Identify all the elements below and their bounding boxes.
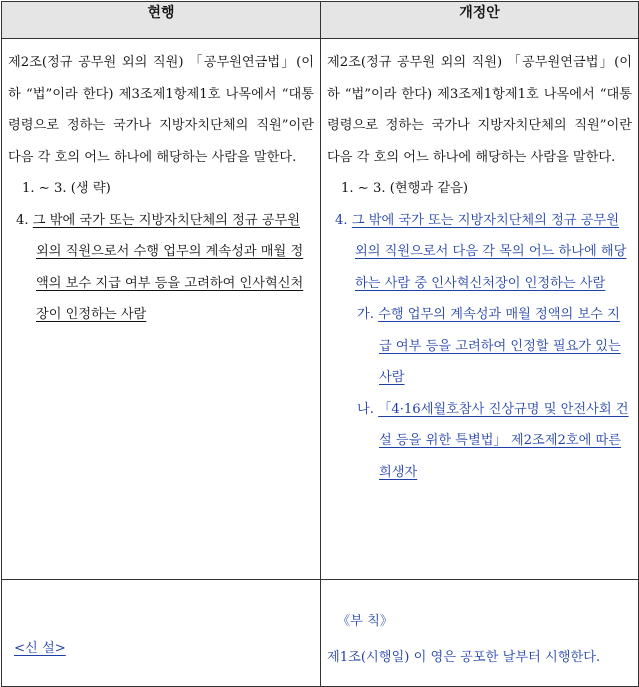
revised-article-text: 제2조(정규 공무원 외의 직원) 「공무원연금법」(이하 “법”이라 한다) 제3조제1항제1호 나목에서 “대통령령으로 정하는 국가나 지방자치단체의 직원”이란 다음 각 호의 어느 하나에 해당하는 사람을 말한다.: [327, 55, 632, 165]
revised-item-4-number: 4.: [335, 212, 348, 228]
revised-item-1-3: 1. ∼ 3. (현행과 같음): [341, 181, 468, 196]
current-item-1-3: 1. ∼ 3. (생 략): [22, 181, 111, 196]
revised-subitem-na-text: 「4·16세월호참사 진상규명 및 안전사회 건설 등을 위한 특별법」 제2조제2호에 따른 희생자: [378, 401, 629, 480]
current-footer-new-label: <신 설>: [14, 641, 66, 656]
current-article-text: 제2조(정규 공무원 외의 직원) 「공무원연금법」(이하 “법”이라 한다) 제3조제1항제1호 나목에서 “대통령령으로 정하는 국가나 지방자치단체의 직원”이란 다음 각 호의 어느 하나에 해당하는 사람을 말한다.: [8, 55, 314, 165]
header-revised: 개정안: [321, 2, 639, 39]
revised-subitem-ga: [327, 299, 632, 394]
revised-subitem-na-number: 나.: [357, 401, 374, 417]
revised-item-4: [327, 205, 632, 300]
header-current: 현행: [2, 2, 321, 39]
revised-subitem-ga-text: 수행 업무의 계속성과 매월 정액의 보수 지급 여부 등을 고려하여 인정할 필요가 있는 사람: [378, 307, 621, 385]
current-footer-cell: [2, 580, 321, 687]
current-item-4: [8, 205, 314, 331]
supplementary-provisions-title: 《부 칙》: [337, 614, 394, 629]
current-body-cell: [2, 39, 321, 580]
revised-item-4-text: 그 밖에 국가 또는 지방자치단체의 정규 공무원 외의 직원으로서 다음 각 목의 어느 하나에 해당하는 사람 중 인사혁신처장이 인정하는 사람: [351, 212, 627, 291]
revised-subitem-ga-number: 가.: [357, 307, 374, 322]
effective-date-article: 제1조(시행일) 이 영은 공포한 날부터 시행한다.: [327, 650, 601, 665]
revised-footer-cell: [321, 580, 639, 687]
current-item-4-number: 4.: [16, 212, 29, 228]
revised-body-cell: [321, 39, 639, 580]
current-item-4-text: 그 밖에 국가 또는 지방자치단체의 정규 공무원 외의 직원으로서 수행 업무의 계속성과 매월 정액의 보수 지급 여부 등을 고려하여 인사혁신처장이 인정하는 사람: [32, 212, 304, 322]
comparison-table: [1, 1, 639, 687]
revised-subitem-na: [327, 394, 632, 489]
